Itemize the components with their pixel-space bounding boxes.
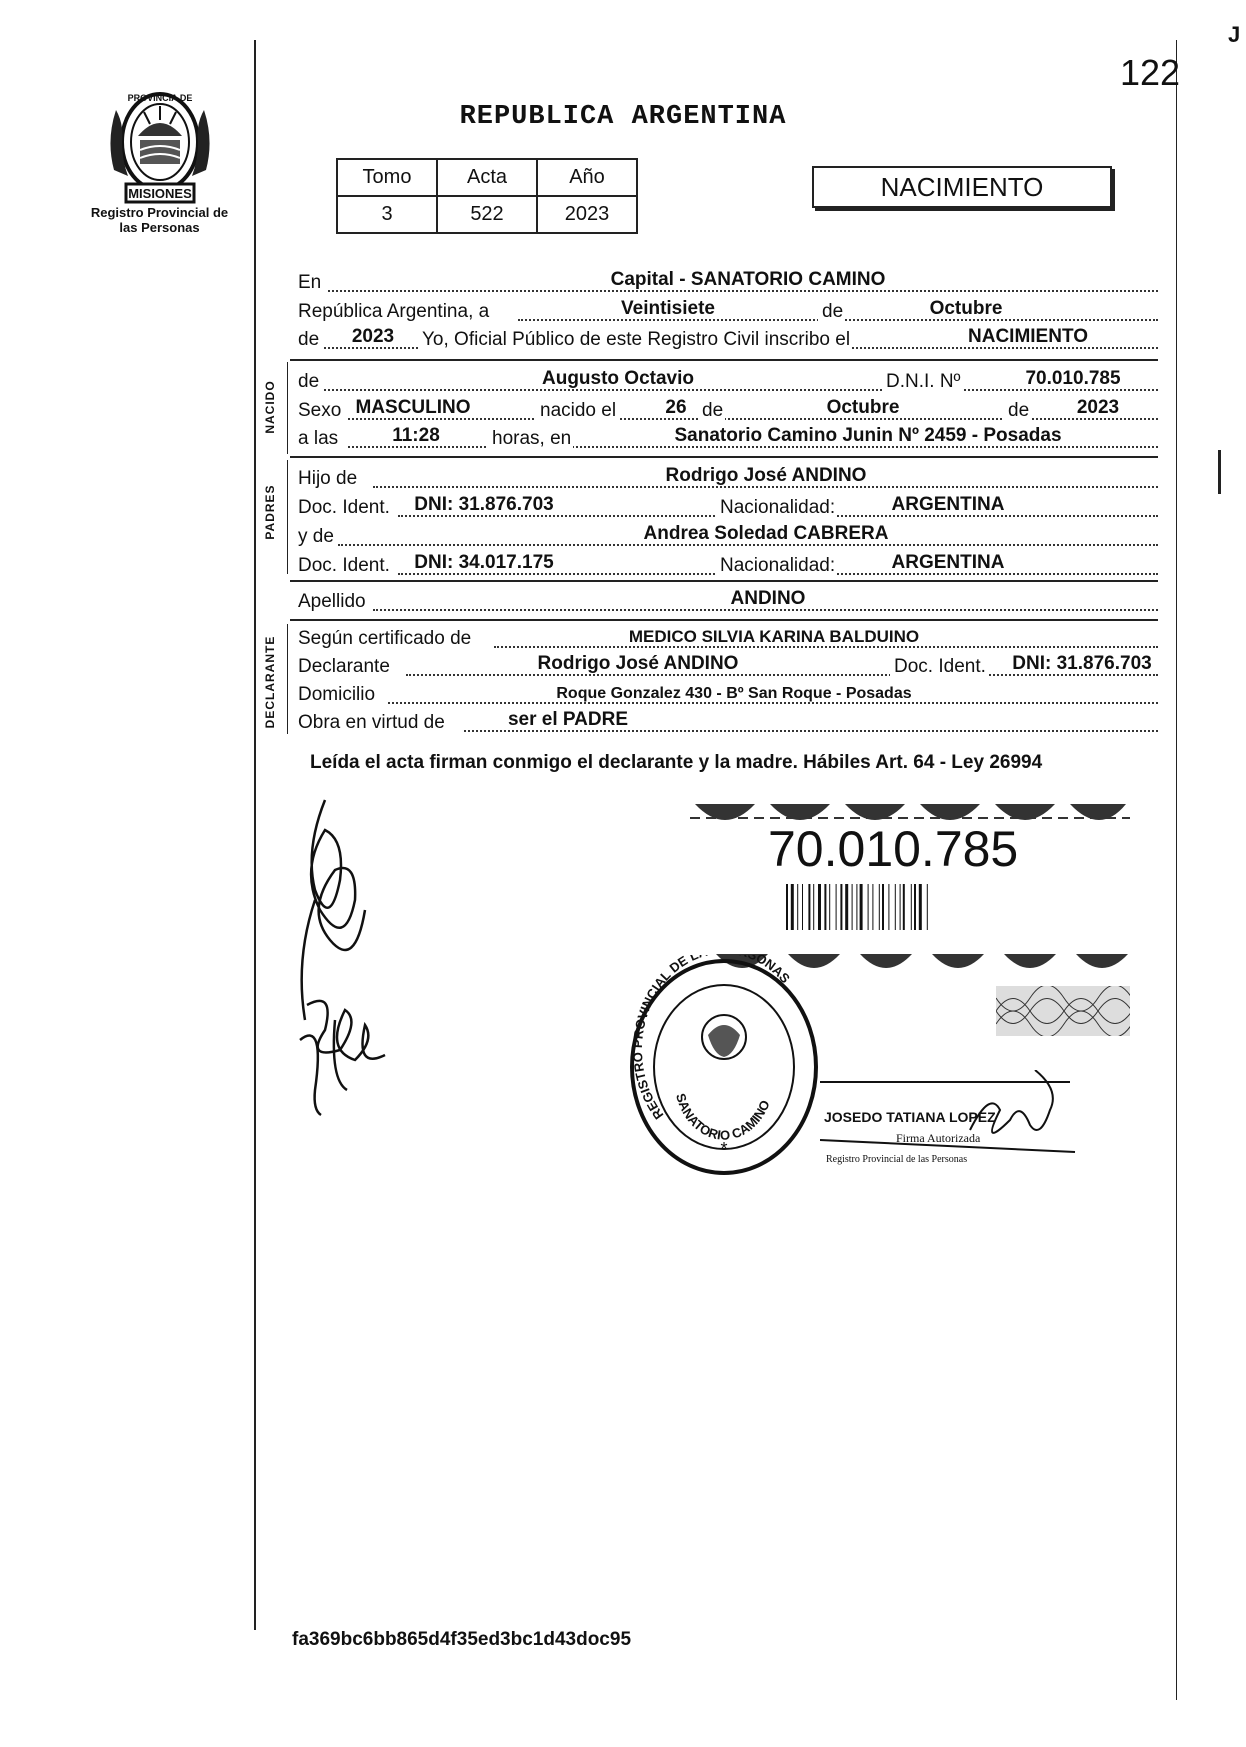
barcode-bar [829,884,830,930]
label-declarante: Declarante [298,656,390,677]
barcode-bar [852,884,853,930]
certificate-type-box: NACIMIENTO [812,166,1112,208]
declarante-doc-value: DNI: 31.876.703 [1012,653,1152,674]
barcode-bar [791,884,794,930]
barcode-bar [813,884,814,930]
label-certificado: Según certificado de [298,628,472,649]
barcode-bar [868,884,869,930]
row-child [298,367,1158,395]
document-title: REPUBLICA ARGENTINA [459,102,787,132]
barcode-bar [856,884,857,930]
row-sex-birth [298,396,1158,424]
barcode [786,884,1008,935]
svg-text:MISIONES: MISIONES [128,186,192,201]
value-acta: 522 [437,196,537,233]
registry-round-seal [624,955,824,1190]
seal-inner-text: SANATORIO CAMINO [672,1091,773,1143]
right-margin-line [1176,40,1177,1700]
official-role: Firma Autorizada [896,1131,981,1145]
row-inscription [298,325,1158,353]
official-name: JOSEDO TATIANA LOPEZ [824,1109,996,1125]
barcode-bar [882,884,884,930]
barcode-bar [914,884,916,930]
barcode-bar [903,884,905,930]
side-label-declarante: DECLARANTE [263,635,277,729]
padres-bracket [287,460,288,574]
label-mother-nat: Nacionalidad: [716,555,837,577]
closing-statement: Leída el acta firman conmigo el declarante y la madre. Hábiles Art. 64 - Ley 26994 [310,752,1043,773]
side-label-nacido: NACIDO [263,380,277,434]
barcode-bar [888,884,889,930]
label-y-de: y de [298,526,334,547]
label-en: En [298,272,322,293]
label-mother-doc: Doc. Ident. [298,555,390,576]
birth-month-value: Octubre [826,397,900,418]
barcode-bar [786,884,788,930]
svg-text:SANATORIO CAMINO [673,1092,773,1143]
label-sexo: Sexo [298,400,342,421]
official-dept: Registro Provincial de las Personas [826,1154,968,1165]
row-mother-doc [298,551,1158,579]
official-signature-block [820,1070,1090,1175]
declarante-value: Rodrigo José ANDINO [537,653,739,674]
row-certificado [298,624,1158,652]
barcode-bar [895,884,896,930]
declarante-bracket [287,624,288,734]
label-nacido: nacido el [536,400,618,422]
nacido-bracket [287,362,288,454]
label-domicilio: Domicilio [298,684,376,705]
separator-3 [290,580,1158,582]
father-doc-value: DNI: 31.876.703 [414,494,554,515]
label-father-doc: Doc. Ident. [298,497,390,518]
father-nationality-value: ARGENTINA [891,494,1005,515]
row-obra [298,708,1158,736]
row-mother [298,522,1158,550]
certificado-value: MEDICO SILVIA KARINA BALDUINO [628,627,920,646]
header-tomo: Tomo [337,159,437,196]
row-declarante [298,652,1158,680]
row-apellido [298,587,1158,615]
domicilio-value: Roque Gonzalez 430 - Bº San Roque - Posadas [556,685,912,702]
father-name-value: Rodrigo José ANDINO [665,465,867,486]
seal-outer-text: REGISTRO PROVINCIAL DE L ONAS [629,955,794,1123]
hora-value: 11:28 [392,425,440,446]
barcode-bar [808,884,810,930]
barcode-bar [836,884,837,930]
apellido-value: ANDINO [730,588,806,609]
barcode-bar [860,884,863,930]
stamp-dni-number: 70.010.785 [768,821,1019,877]
label-republica: República Argentina, a [298,301,490,322]
label-hora: a las [298,428,339,449]
row-date [298,297,1158,325]
barcode-bar [927,884,928,930]
year-value: 2023 [351,326,395,347]
label-dni: D.N.I. Nº [882,371,963,393]
svg-text:*: * [720,1139,728,1159]
obra-value: ser el PADRE [507,709,629,730]
header-acta: Acta [437,159,537,196]
label-inscribo: Yo, Oficial Público de este Registro Civil inscribo el [418,329,852,351]
label-decl-doc: Doc. Ident. [890,656,988,678]
child-name-value: Augusto Octavio [541,368,695,389]
inscribo-value: NACIMIENTO [968,326,1088,347]
sexo-value: MASCULINO [355,397,471,418]
value-tomo: 3 [337,196,437,233]
value-ano: 2023 [537,196,637,233]
barcode-bar [818,884,821,930]
birth-place-value: Sanatorio Camino Junin Nº 2459 - Posadas [674,425,1062,446]
dni-value: 70.010.785 [1025,368,1121,389]
province-seal-logo [100,80,220,210]
label-horas: horas, en [488,428,573,450]
place-value: Capital - SANATORIO CAMINO [610,269,886,290]
svg-text:PROVINCIA DE: PROVINCIA DE [127,93,193,103]
row-domicilio [298,680,1158,708]
separator-4 [290,619,1158,621]
separator-2 [290,456,1158,458]
corner-mark: J [1228,22,1241,47]
mother-nationality-value: ARGENTINA [891,552,1005,573]
label-year-prefix: de [298,329,320,350]
label-obra: Obra en virtud de [298,712,445,733]
barcode-bar [802,884,803,930]
left-margin-line [254,40,256,1630]
row-father [298,464,1158,492]
page-number: 122 [1120,52,1181,93]
mother-name-value: Andrea Soledad CABRERA [643,523,889,544]
barcode-bar [911,884,912,930]
birth-day-value: 26 [665,397,687,418]
barcode-bar [900,884,901,930]
label-hijo: Hijo de [298,468,358,489]
month-value: Octubre [929,298,1003,319]
reference-table [336,158,638,234]
label-de: de [818,301,845,323]
barcode-bar [872,884,873,930]
barcode-bar [840,884,842,930]
label-child: de [298,371,320,392]
label-apellido: Apellido [298,591,366,612]
label-birth-de: de [698,400,725,422]
barcode-bar [797,884,798,930]
mother-doc-value: DNI: 34.017.175 [414,552,554,573]
barcode-bar [824,884,826,930]
barcode-bar [879,884,880,930]
separator-1 [290,359,1158,361]
birth-year-value: 2023 [1076,397,1120,418]
header-ano: Año [537,159,637,196]
registry-name: Registro Provincial de las Personas [90,205,229,235]
right-edge-mark [1218,450,1221,494]
row-time-place [298,424,1158,452]
label-father-nat: Nacionalidad: [716,497,837,519]
signature-left [285,790,405,1125]
row-father-doc [298,493,1158,521]
document-hash: fa369bc6bb865d4f35ed3bc1d43doc95 [292,1629,632,1650]
label-birth-de2: de [1004,400,1031,422]
row-en [298,268,1158,296]
barcode-bar [919,884,922,930]
guilloche-patch [996,986,1130,1041]
barcode-bar [845,884,848,930]
side-label-padres: PADRES [263,484,277,540]
day-words-value: Veintisiete [621,298,715,319]
